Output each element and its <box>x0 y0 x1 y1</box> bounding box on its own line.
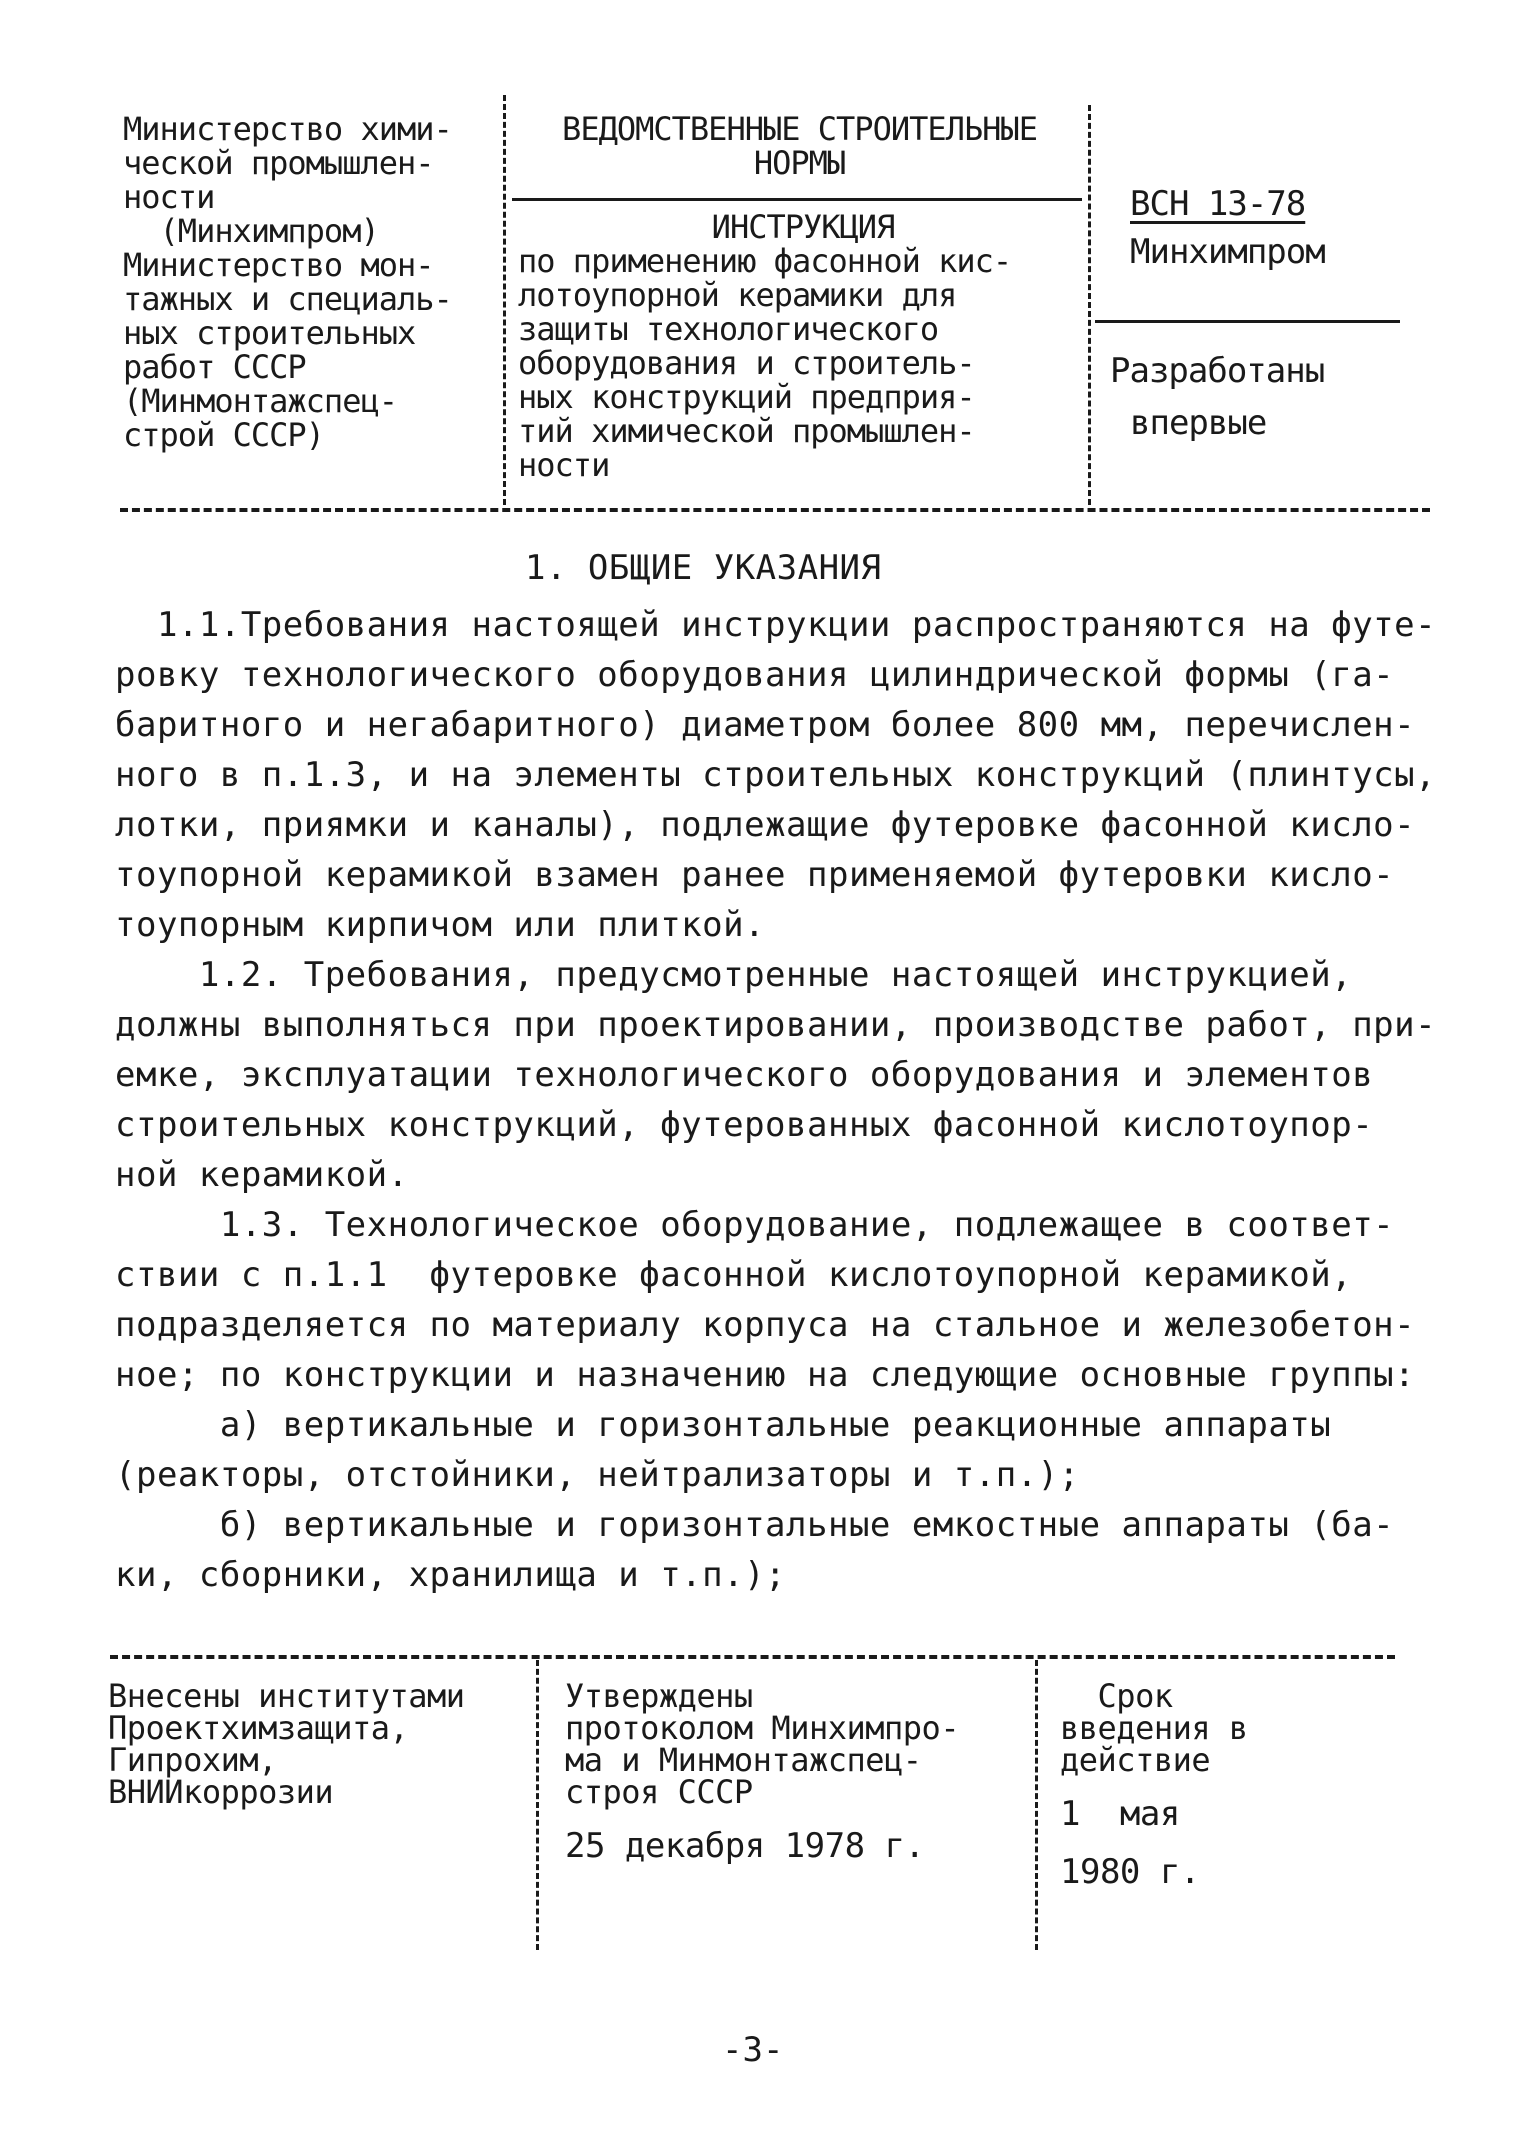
ministries-line: (Минмонтажспец- <box>123 382 397 420</box>
text-line: а) вертикальные и горизонтальные реакционные аппараты <box>115 1405 1332 1445</box>
ministries-line: Министерство мон- <box>123 246 434 284</box>
footer-term <box>1060 1677 1380 1892</box>
term-line: Срок <box>1060 1677 1173 1715</box>
header-bottom-divider <box>120 508 1430 512</box>
instruction-line: по применению фасонной кис- <box>518 242 1012 280</box>
ministries-line: ческой промышлен- <box>123 144 434 182</box>
introduced-line: Проектхимзащита, <box>108 1709 409 1747</box>
approved-date: 25 декабря 1978 г. <box>565 1826 925 1866</box>
term-line: введения в <box>1060 1709 1248 1747</box>
ministries-line: работ СССР <box>123 348 306 386</box>
body-text <box>115 600 1445 1600</box>
introduced-line: ВНИИкоррозии <box>108 1773 334 1811</box>
introduced-line: Внесены институтами <box>108 1677 465 1715</box>
paragraph-1-3 <box>115 1200 1445 1600</box>
text-line: 1.1.Требования настоящей инструкции распространяются на футе- <box>115 605 1437 645</box>
section-title: 1. ОБЩИЕ УКАЗАНИЯ <box>525 548 882 588</box>
developed-line: Разработаны <box>1110 351 1325 391</box>
text-line: баритного и негабаритного) диаметром более 800 мм, перечислен- <box>115 705 1416 745</box>
text-line: тоупорным кирпичом или плиткой. <box>115 905 766 945</box>
instruction-line: оборудования и строитель- <box>518 344 975 382</box>
approved-line: строя СССР <box>565 1773 753 1811</box>
footer-divider-left <box>536 1660 539 1950</box>
developed-line: впервые <box>1130 403 1267 443</box>
text-line: б) вертикальные и горизонтальные емкостные аппараты (ба- <box>115 1505 1395 1545</box>
term-year: 1980 г. <box>1060 1852 1200 1892</box>
paragraph-1-2 <box>115 950 1445 1200</box>
instruction-line: лотоупорной керамики для <box>518 276 957 314</box>
text-line: ровку технологического оборудования цилиндрической формы (га- <box>115 655 1395 695</box>
text-line: лотки, приямки и каналы), подлежащие футеровке фасонной кисло- <box>115 805 1416 845</box>
introduced-line: Гипрохим, <box>108 1741 277 1779</box>
text-line: ного в п.1.3, и на элементы строительных конструкций (плинтусы, <box>115 755 1437 795</box>
header-developed <box>1110 345 1410 449</box>
text-line: емке, эксплуатации технологического оборудования и элементов <box>115 1055 1374 1095</box>
footer-divider-right <box>1035 1660 1038 1950</box>
term-line: действие <box>1060 1741 1211 1779</box>
ministries-line: ных строительных <box>123 314 416 352</box>
instruction-line: защиты технологического <box>518 310 939 348</box>
text-line: тоупорной керамикой взамен ранее применяемой футеровки кисло- <box>115 855 1395 895</box>
approved-line: протоколом Минхимпро- <box>565 1709 960 1747</box>
footer-top-divider <box>110 1655 1395 1659</box>
norms-title-line: НОРМЫ <box>753 144 846 182</box>
approved-line: Утверждены <box>565 1677 753 1715</box>
ministries-line: (Минхимпром) <box>123 212 379 250</box>
paragraph-1-1 <box>115 600 1445 950</box>
text-line: ки, сборники, хранилища и т.п.); <box>115 1555 787 1595</box>
footer-approved <box>565 1677 1015 1866</box>
header-code-rule <box>1095 320 1400 323</box>
header-norms-title <box>512 112 1087 180</box>
text-line: подразделяется по материалу корпуса на стальное и железобетон- <box>115 1305 1416 1345</box>
instruction-line: тий химической промышлен- <box>518 412 975 450</box>
text-line: 1.2. Требования, предусмотренные настоящей инструкцией, <box>115 955 1353 995</box>
text-line: (реакторы, отстойники, нейтрализаторы и т.п.); <box>115 1455 1080 1495</box>
text-line: строительных конструкций, футерованных фасонной кислотоупор- <box>115 1105 1374 1145</box>
ministries-line: строй СССР) <box>123 416 324 454</box>
doc-code: ВСН 13-78 <box>1130 184 1306 224</box>
text-line: ствии с п.1.1 футеровке фасонной кислотоупорной керамикой, <box>115 1255 1353 1295</box>
page-number: -3- <box>722 2030 784 2070</box>
instruction-line: ности <box>518 446 610 484</box>
instruction-line: ных конструкций предприя- <box>518 378 975 416</box>
header-divider-right <box>1088 105 1091 505</box>
norms-title-line: ВЕДОМСТВЕННЫЕ СТРОИТЕЛЬНЫЕ <box>562 110 1037 148</box>
ministries-line: Министерство хими- <box>123 110 452 148</box>
instruction-title: ИНСТРУКЦИЯ <box>711 208 895 246</box>
text-line: 1.3. Технологическое оборудование, подлежащее в соответ- <box>115 1205 1395 1245</box>
header-title-rule <box>512 198 1082 201</box>
ministries-line: ности <box>123 178 215 216</box>
header-code-block <box>1130 180 1430 276</box>
header-ministries <box>123 112 503 452</box>
text-line: должны выполняться при проектировании, производстве работ, при- <box>115 1005 1437 1045</box>
ministries-line: тажных и специаль- <box>123 280 452 318</box>
approved-line: ма и Минмонтажспец- <box>565 1741 922 1779</box>
footer-introduced <box>108 1677 528 1811</box>
text-line: ной керамикой. <box>115 1155 409 1195</box>
term-day: 1 мая <box>1060 1794 1180 1834</box>
header-divider-left <box>503 95 506 505</box>
doc-org: Минхимпром <box>1130 232 1325 272</box>
header-instruction <box>518 210 1088 482</box>
text-line: ное; по конструкции и назначению на следующие основные группы: <box>115 1355 1416 1395</box>
